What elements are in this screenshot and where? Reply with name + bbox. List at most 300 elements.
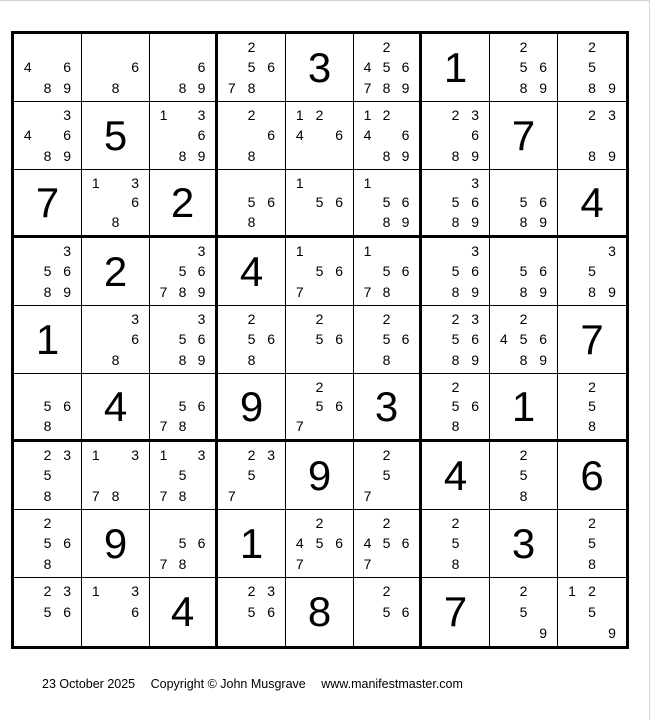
- candidate-grid: [86, 445, 145, 506]
- candidate-digit: 3: [471, 174, 480, 191]
- candidate-digit: 2: [247, 583, 256, 600]
- candidate-slot: [222, 309, 242, 329]
- candidate-slot: [310, 173, 330, 193]
- candidate-digit: 3: [471, 311, 480, 328]
- candidate-slot: [57, 622, 77, 643]
- sudoku-cell[interactable]: [150, 578, 218, 646]
- candidate-grid: [494, 241, 553, 302]
- sudoku-cell[interactable]: [286, 170, 354, 238]
- candidate-digit: 7: [159, 555, 168, 572]
- candidate-slot: [602, 533, 622, 553]
- sudoku-cell[interactable]: [422, 442, 490, 510]
- candidate-digit: 2: [588, 39, 596, 56]
- candidate-digit: 6: [471, 127, 480, 144]
- candidate-grid: [358, 105, 415, 166]
- candidate-digit: 1: [295, 243, 304, 260]
- candidate-digit: 6: [197, 127, 206, 144]
- candidate-digit: 1: [91, 447, 100, 464]
- sudoku-cell[interactable]: [558, 374, 626, 442]
- sudoku-cell[interactable]: [218, 510, 286, 578]
- candidate-digit: 6: [401, 59, 410, 76]
- candidate-slot: [514, 241, 534, 261]
- sudoku-cell[interactable]: [490, 578, 558, 646]
- candidate-grid: [426, 377, 485, 436]
- candidate-digit: 6: [539, 59, 548, 76]
- sudoku-cell[interactable]: [558, 578, 626, 646]
- sudoku-cell[interactable]: [218, 578, 286, 646]
- candidate-slot: [38, 57, 58, 77]
- candidate-digit: 9: [63, 79, 72, 96]
- candidate-digit: 7: [295, 418, 304, 435]
- candidate-slot: [125, 212, 145, 232]
- given-digit: 1: [35, 315, 60, 363]
- candidate-slot: [173, 37, 192, 57]
- candidate-slot: [261, 309, 281, 329]
- sudoku-cell[interactable]: [558, 34, 626, 102]
- candidate-slot: [290, 261, 310, 281]
- candidate-digit: 6: [401, 127, 410, 144]
- candidate-slot: [358, 193, 377, 213]
- sudoku-cell[interactable]: [422, 238, 490, 306]
- candidate-slot: [310, 350, 330, 370]
- candidate-slot: [38, 241, 58, 261]
- candidate-slot: [562, 146, 582, 166]
- sudoku-cell[interactable]: [558, 510, 626, 578]
- candidate-slot: [358, 465, 377, 485]
- candidate-slot: [86, 78, 106, 98]
- candidate-slot: [290, 513, 310, 533]
- candidate-digit: 6: [335, 535, 344, 552]
- candidate-digit: 1: [91, 583, 100, 600]
- candidate-slot: [494, 602, 514, 623]
- sudoku-cell[interactable]: [150, 102, 218, 170]
- candidate-slot: [329, 212, 349, 232]
- sudoku-cell[interactable]: [218, 102, 286, 170]
- candidate-slot: [358, 212, 377, 232]
- candidate-slot: [18, 397, 38, 417]
- candidate-digit: 5: [43, 603, 52, 620]
- candidate-digit: 6: [197, 263, 206, 280]
- candidate-slot: [222, 465, 242, 485]
- candidate-digit: 6: [63, 263, 72, 280]
- candidate-digit: 8: [382, 283, 391, 300]
- sudoku-cell[interactable]: [218, 238, 286, 306]
- sudoku-cell[interactable]: [354, 102, 422, 170]
- candidate-slot: [426, 212, 446, 232]
- candidate-digit: 8: [451, 351, 460, 368]
- candidate-digit: 3: [197, 311, 206, 328]
- candidate-digit: 5: [178, 398, 187, 415]
- sudoku-cell[interactable]: [14, 238, 82, 306]
- candidate-digit: 6: [63, 398, 72, 415]
- sudoku-cell[interactable]: [558, 306, 626, 374]
- candidate-digit: 5: [382, 59, 391, 76]
- sudoku-cell[interactable]: [286, 306, 354, 374]
- candidate-slot: [465, 377, 485, 397]
- candidate-slot: [465, 554, 485, 574]
- candidate-slot: [106, 309, 126, 329]
- candidate-slot: [57, 513, 77, 533]
- candidate-slot: [18, 105, 38, 125]
- sudoku-cell[interactable]: [354, 374, 422, 442]
- candidate-slot: [396, 282, 415, 302]
- candidate-digit: 5: [43, 467, 52, 484]
- candidate-slot: [310, 212, 330, 232]
- candidate-digit: 7: [227, 487, 236, 504]
- candidate-digit: 8: [111, 79, 120, 96]
- candidate-digit: 8: [451, 555, 460, 572]
- sudoku-cell[interactable]: [82, 578, 150, 646]
- sudoku-cell[interactable]: [82, 374, 150, 442]
- candidate-slot: [261, 78, 281, 98]
- candidate-slot: [86, 465, 106, 485]
- sudoku-cell[interactable]: [490, 238, 558, 306]
- given-digit: 9: [239, 382, 264, 430]
- candidate-digit: 8: [451, 214, 460, 231]
- candidate-slot: [154, 329, 173, 349]
- candidate-digit: 2: [247, 39, 256, 56]
- candidate-slot: [125, 37, 145, 57]
- candidate-digit: 2: [451, 378, 460, 395]
- sudoku-cell[interactable]: [354, 578, 422, 646]
- sudoku-cell[interactable]: [218, 306, 286, 374]
- candidate-digit: 3: [131, 447, 140, 464]
- candidate-slot: [377, 173, 396, 193]
- candidate-slot: [602, 581, 622, 602]
- given-digit: 3: [307, 43, 332, 91]
- candidate-slot: [562, 377, 582, 397]
- candidate-digit: 7: [295, 283, 304, 300]
- candidate-slot: [154, 533, 173, 553]
- sudoku-cell[interactable]: [558, 238, 626, 306]
- sudoku-cell[interactable]: [422, 578, 490, 646]
- candidate-slot: [446, 173, 466, 193]
- candidate-slot: [261, 105, 281, 125]
- candidate-grid: [426, 105, 485, 166]
- candidate-digit: 9: [608, 283, 616, 300]
- candidate-digit: 5: [382, 467, 391, 484]
- candidate-slot: [602, 397, 622, 417]
- sudoku-cell[interactable]: [218, 34, 286, 102]
- candidate-slot: [86, 193, 106, 213]
- candidate-slot: [494, 57, 514, 77]
- sudoku-cell[interactable]: [422, 102, 490, 170]
- candidate-grid: [358, 173, 415, 232]
- candidate-grid: [222, 445, 281, 506]
- sudoku-cell[interactable]: [150, 306, 218, 374]
- candidate-digit: 2: [451, 311, 460, 328]
- candidate-digit: 4: [295, 127, 304, 144]
- sudoku-cell[interactable]: [150, 374, 218, 442]
- candidate-slot: [173, 513, 192, 533]
- sudoku-cell[interactable]: [558, 170, 626, 238]
- candidate-digit: 8: [111, 487, 120, 504]
- candidate-digit: 7: [159, 487, 168, 504]
- candidate-digit: 8: [43, 147, 52, 164]
- candidate-digit: 9: [471, 351, 480, 368]
- sudoku-cell[interactable]: [82, 306, 150, 374]
- candidate-digit: 6: [471, 194, 480, 211]
- sudoku-cell[interactable]: [354, 170, 422, 238]
- given-digit: 6: [580, 451, 604, 499]
- sudoku-cell[interactable]: [558, 442, 626, 510]
- sudoku-cell[interactable]: [150, 34, 218, 102]
- candidate-slot: [192, 37, 211, 57]
- candidate-digit: 5: [382, 535, 391, 552]
- candidate-digit: 4: [363, 127, 372, 144]
- candidate-slot: [562, 602, 582, 623]
- candidate-slot: [222, 37, 242, 57]
- candidate-slot: [18, 533, 38, 553]
- candidate-slot: [86, 329, 106, 349]
- candidate-slot: [494, 193, 514, 213]
- candidate-grid: [562, 105, 622, 166]
- candidate-slot: [261, 173, 281, 193]
- candidate-slot: [18, 241, 38, 261]
- candidate-slot: [514, 622, 534, 643]
- sudoku-cell[interactable]: [286, 578, 354, 646]
- sudoku-cell[interactable]: [286, 102, 354, 170]
- candidate-digit: 5: [588, 263, 596, 280]
- candidate-digit: 5: [247, 331, 256, 348]
- candidate-digit: 8: [111, 214, 120, 231]
- candidate-digit: 7: [295, 555, 304, 572]
- candidate-grid: [358, 37, 415, 98]
- candidate-digit: 3: [63, 243, 72, 260]
- sudoku-cell[interactable]: [14, 170, 82, 238]
- candidate-slot: [396, 486, 415, 506]
- sudoku-cell[interactable]: [422, 510, 490, 578]
- given-digit: 1: [239, 519, 264, 567]
- sudoku-cell[interactable]: [14, 510, 82, 578]
- sudoku-cell[interactable]: [82, 102, 150, 170]
- candidate-digit: 8: [588, 283, 596, 300]
- candidate-slot: [154, 241, 173, 261]
- sudoku-cell[interactable]: [490, 374, 558, 442]
- sudoku-cell[interactable]: [490, 102, 558, 170]
- candidate-slot: [396, 37, 415, 57]
- candidate-slot: [533, 445, 553, 465]
- candidate-slot: [494, 212, 514, 232]
- candidate-slot: [290, 309, 310, 329]
- candidate-slot: [377, 622, 396, 643]
- sudoku-cell[interactable]: [422, 306, 490, 374]
- given-digit: 4: [103, 382, 128, 430]
- sudoku-cell[interactable]: [490, 510, 558, 578]
- candidate-slot: [192, 554, 211, 574]
- candidate-digit: 6: [63, 603, 72, 620]
- candidate-grid: [86, 173, 145, 232]
- sudoku-cell[interactable]: [354, 510, 422, 578]
- candidate-grid: [18, 513, 77, 574]
- sudoku-cell[interactable]: [82, 34, 150, 102]
- candidate-slot: [396, 241, 415, 261]
- sudoku-cell[interactable]: [150, 442, 218, 510]
- candidate-digit: 5: [588, 535, 596, 552]
- sudoku-cell[interactable]: [354, 34, 422, 102]
- candidate-digit: 8: [247, 214, 256, 231]
- sudoku-cell[interactable]: [490, 34, 558, 102]
- candidate-grid: [222, 581, 281, 643]
- candidate-grid: [494, 173, 553, 232]
- sudoku-cell[interactable]: [14, 442, 82, 510]
- candidate-slot: [582, 622, 602, 643]
- candidate-slot: [358, 350, 377, 370]
- candidate-grid: [426, 173, 485, 232]
- sudoku-cell[interactable]: [150, 510, 218, 578]
- sudoku-cell[interactable]: [218, 374, 286, 442]
- candidate-slot: [582, 241, 602, 261]
- candidate-grid: [494, 37, 553, 98]
- sudoku-cell[interactable]: [82, 442, 150, 510]
- candidate-slot: [290, 397, 310, 417]
- sudoku-cell[interactable]: [14, 578, 82, 646]
- candidate-slot: [18, 602, 38, 623]
- candidate-digit: 9: [539, 214, 548, 231]
- candidate-grid: [222, 309, 281, 370]
- candidate-slot: [465, 416, 485, 436]
- sudoku-cell[interactable]: [286, 442, 354, 510]
- candidate-digit: 3: [267, 447, 276, 464]
- candidate-digit: 6: [267, 59, 276, 76]
- candidate-slot: [494, 261, 514, 281]
- candidate-slot: [242, 486, 262, 506]
- candidate-slot: [154, 350, 173, 370]
- candidate-slot: [154, 309, 173, 329]
- candidate-slot: [222, 445, 242, 465]
- candidate-slot: [18, 622, 38, 643]
- candidate-slot: [533, 486, 553, 506]
- candidate-slot: [582, 125, 602, 145]
- sudoku-cell[interactable]: [82, 170, 150, 238]
- candidate-slot: [173, 241, 192, 261]
- candidate-slot: [446, 125, 466, 145]
- sudoku-cell[interactable]: [150, 170, 218, 238]
- candidate-slot: [426, 146, 446, 166]
- candidate-slot: [57, 486, 77, 506]
- candidate-slot: [192, 416, 211, 436]
- candidate-digit: 3: [608, 107, 616, 124]
- sudoku-cell[interactable]: [286, 510, 354, 578]
- footer-date: 23 October 2025: [42, 677, 136, 691]
- given-digit: 1: [443, 43, 468, 91]
- sudoku-cell[interactable]: [354, 306, 422, 374]
- candidate-slot: [329, 309, 349, 329]
- candidate-grid: [290, 309, 349, 370]
- candidate-slot: [290, 377, 310, 397]
- candidate-slot: [533, 581, 553, 602]
- candidate-slot: [602, 513, 622, 533]
- candidate-digit: 8: [247, 147, 256, 164]
- candidate-digit: 6: [267, 127, 276, 144]
- candidate-slot: [562, 105, 582, 125]
- candidate-slot: [242, 622, 262, 643]
- sudoku-cell[interactable]: [490, 170, 558, 238]
- candidate-slot: [310, 146, 330, 166]
- candidate-slot: [602, 37, 622, 57]
- candidate-slot: [261, 465, 281, 485]
- candidate-slot: [86, 57, 106, 77]
- candidate-digit: 8: [178, 351, 187, 368]
- candidate-digit: 6: [335, 194, 344, 211]
- sudoku-cell[interactable]: [218, 442, 286, 510]
- candidate-slot: [426, 282, 446, 302]
- candidate-slot: [261, 37, 281, 57]
- sudoku-cell[interactable]: [82, 510, 150, 578]
- candidate-digit: 8: [247, 351, 256, 368]
- sudoku-cell[interactable]: [286, 238, 354, 306]
- candidate-slot: [261, 212, 281, 232]
- candidate-slot: [329, 105, 349, 125]
- candidate-digit: 8: [519, 214, 528, 231]
- candidate-digit: 1: [159, 107, 168, 124]
- candidate-digit: 6: [131, 603, 140, 620]
- candidate-digit: 2: [519, 39, 528, 56]
- sudoku-cell[interactable]: [490, 306, 558, 374]
- sudoku-cell[interactable]: [218, 170, 286, 238]
- sudoku-cell[interactable]: [286, 374, 354, 442]
- candidate-digit: 5: [178, 467, 187, 484]
- sudoku-cell[interactable]: [82, 238, 150, 306]
- sudoku-cell[interactable]: [558, 102, 626, 170]
- candidate-slot: [106, 465, 126, 485]
- sudoku-cell[interactable]: [14, 102, 82, 170]
- given-digit: 9: [103, 519, 128, 567]
- sudoku-cell[interactable]: [354, 238, 422, 306]
- sudoku-cell[interactable]: [490, 442, 558, 510]
- sudoku-cell[interactable]: [150, 238, 218, 306]
- candidate-slot: [377, 554, 396, 574]
- candidate-slot: [396, 465, 415, 485]
- candidate-slot: [18, 554, 38, 574]
- candidate-slot: [310, 282, 330, 302]
- candidate-slot: [222, 146, 242, 166]
- sudoku-cell[interactable]: [422, 374, 490, 442]
- candidate-slot: [18, 445, 38, 465]
- candidate-slot: [154, 397, 173, 417]
- candidate-digit: 8: [519, 351, 528, 368]
- candidate-grid: [358, 513, 415, 574]
- given-digit: 7: [35, 178, 60, 226]
- candidate-digit: 9: [197, 147, 206, 164]
- sudoku-cell[interactable]: [14, 374, 82, 442]
- candidate-slot: [57, 554, 77, 574]
- candidate-grid: [562, 241, 622, 302]
- candidate-slot: [562, 261, 582, 281]
- candidate-slot: [494, 241, 514, 261]
- candidate-slot: [494, 309, 514, 329]
- sudoku-cell[interactable]: [422, 170, 490, 238]
- candidate-slot: [396, 105, 415, 125]
- candidate-digit: 1: [363, 107, 372, 124]
- candidate-slot: [602, 377, 622, 397]
- candidate-digit: 4: [363, 535, 372, 552]
- candidate-digit: 6: [471, 398, 480, 415]
- sudoku-cell[interactable]: [14, 306, 82, 374]
- sudoku-cell[interactable]: [354, 442, 422, 510]
- candidate-slot: [222, 622, 242, 643]
- sudoku-cell[interactable]: [286, 34, 354, 102]
- candidate-digit: 3: [131, 583, 140, 600]
- candidate-digit: 2: [588, 107, 596, 124]
- candidate-slot: [329, 377, 349, 397]
- candidate-slot: [602, 554, 622, 574]
- sudoku-cell[interactable]: [422, 34, 490, 102]
- given-digit: 3: [374, 382, 399, 430]
- candidate-slot: [290, 212, 310, 232]
- sudoku-cell[interactable]: [14, 34, 82, 102]
- candidate-slot: [494, 465, 514, 485]
